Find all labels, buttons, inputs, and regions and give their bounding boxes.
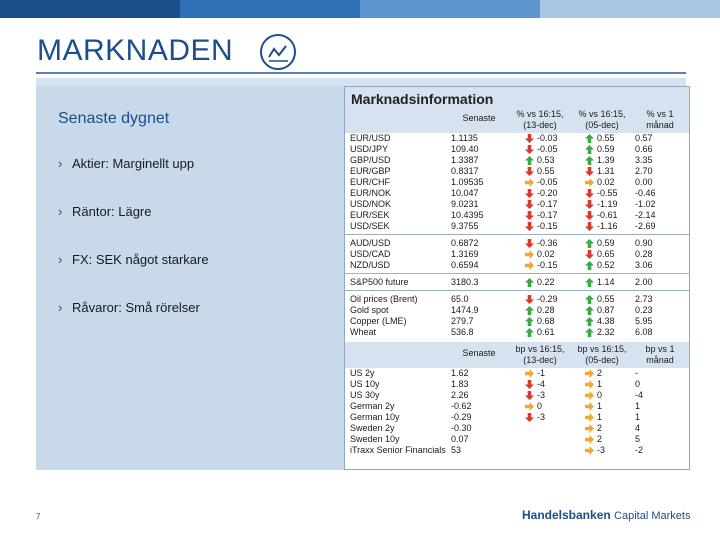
cell-a: 0.68	[537, 316, 555, 326]
cell-b: 2	[597, 368, 603, 378]
table-row	[345, 445, 689, 456]
table-row	[345, 238, 689, 249]
arrow-up-icon	[585, 278, 594, 287]
arrow-right-icon	[525, 250, 534, 259]
cell-c: 1	[635, 412, 641, 422]
cell-name: GBP/USD	[350, 155, 391, 165]
cell-c: 5.95	[635, 316, 653, 326]
table-row	[345, 294, 689, 305]
bullet-text: Råvaror: Små rörelser	[72, 300, 200, 315]
cell-c: 2.70	[635, 166, 653, 176]
cell-b: 0.87	[597, 305, 615, 315]
cell-last: -0.62	[451, 401, 472, 411]
arrow-right-icon	[585, 380, 594, 389]
cell-a: 0.28	[537, 305, 555, 315]
cell-name: Sweden 10y	[350, 434, 400, 444]
chevron-right-icon: ›	[58, 156, 63, 171]
arrow-up-icon	[525, 328, 534, 337]
cell-b: 1.39	[597, 155, 615, 165]
arrow-down-icon	[525, 222, 534, 231]
cell-b: 2.32	[597, 327, 615, 337]
cell-a: -4	[537, 379, 546, 389]
arrow-down-icon	[585, 250, 594, 259]
cell-name: USD/NOK	[350, 199, 392, 209]
top-bar-segment	[540, 0, 720, 18]
bp-last: Senaste	[462, 348, 496, 358]
cell-last: -0.30	[451, 423, 472, 433]
cell-b: 0.59	[597, 238, 615, 248]
cell-c: 1	[635, 401, 641, 411]
arrow-down-icon	[585, 211, 594, 220]
table-row	[345, 210, 689, 221]
table-row	[345, 390, 689, 401]
table-row	[345, 155, 689, 166]
cell-b: 1	[597, 379, 603, 389]
arrow-right-icon	[525, 402, 534, 411]
cell-name: Sweden 2y	[350, 423, 395, 433]
arrow-up-icon	[585, 145, 594, 154]
cell-b: 2	[597, 423, 603, 433]
cell-b: 1	[597, 401, 603, 411]
cell-a: -0.20	[537, 188, 558, 198]
cell-c: -0.46	[635, 188, 656, 198]
cell-c: 0.28	[635, 249, 653, 259]
arrow-right-icon	[585, 424, 594, 433]
slide-title: MARKNADEN	[37, 34, 234, 67]
table-row	[345, 434, 689, 445]
arrow-down-icon	[525, 145, 534, 154]
cell-last: 2.26	[451, 390, 469, 400]
table-row	[345, 327, 689, 338]
arrow-down-icon	[585, 222, 594, 231]
arrow-up-icon	[525, 156, 534, 165]
top-bar-segment	[0, 0, 180, 18]
cell-last: 1.3169	[451, 249, 479, 259]
arrow-right-icon	[585, 369, 594, 378]
bullet-item	[58, 156, 338, 204]
arrow-down-icon	[585, 200, 594, 209]
table-row	[345, 249, 689, 260]
cell-b: -0.55	[597, 188, 618, 198]
cell-b: 4.38	[597, 316, 615, 326]
arrow-up-icon	[585, 156, 594, 165]
cell-name: AUD/USD	[350, 238, 391, 248]
cell-name: US 2y	[350, 368, 375, 378]
cell-last: 1.62	[451, 368, 469, 378]
cell-name: EUR/SEK	[350, 210, 390, 220]
arrow-down-icon	[525, 189, 534, 198]
table-row	[345, 177, 689, 188]
cell-b: -1.16	[597, 221, 618, 231]
chevron-right-icon: ›	[58, 252, 63, 267]
cell-last: 10.4395	[451, 210, 484, 220]
chevron-right-icon: ›	[58, 300, 63, 315]
cell-last: 10.047	[451, 188, 479, 198]
arrow-down-icon	[525, 413, 534, 422]
cell-a: 0.53	[537, 155, 555, 165]
arrow-down-icon	[525, 134, 534, 143]
bullet-text: Räntor: Lägre	[72, 204, 152, 219]
cell-c: 0.23	[635, 305, 653, 315]
cell-c: 0.00	[635, 177, 653, 187]
rates-header	[345, 342, 689, 368]
market-info-title: Marknadsinformation	[351, 91, 494, 107]
cell-c: -2.14	[635, 210, 656, 220]
cell-name: iTraxx Senior Financials	[350, 445, 446, 455]
cell-last: 9.0231	[451, 199, 479, 209]
page-number: 7	[36, 512, 41, 521]
arrow-up-icon	[525, 306, 534, 315]
bullet-text: FX: SEK något starkare	[72, 252, 209, 267]
cell-b: 2	[597, 434, 603, 444]
cell-c: -4	[635, 390, 644, 400]
cell-last: 1.83	[451, 379, 469, 389]
table-row	[345, 412, 689, 423]
cell-last: 536.8	[451, 327, 474, 337]
arrow-right-icon	[585, 402, 594, 411]
cell-c: 3.35	[635, 155, 653, 165]
section-divider	[345, 273, 689, 274]
cell-b: 0.52	[597, 260, 615, 270]
arrow-down-icon	[525, 211, 534, 220]
arrow-right-icon	[585, 446, 594, 455]
cell-a: 0.02	[537, 249, 555, 259]
table-row	[345, 144, 689, 155]
bullet-text: Aktier: Marginellt upp	[72, 156, 195, 171]
bullet-item	[58, 204, 338, 252]
cell-c: 4	[635, 423, 641, 433]
bullet-list	[58, 156, 338, 348]
cell-a: -3	[537, 412, 546, 422]
table-row	[345, 133, 689, 144]
table-row	[345, 423, 689, 434]
cell-last: 0.6872	[451, 238, 479, 248]
cell-a: -0.36	[537, 238, 558, 248]
bullet-item	[58, 252, 338, 300]
table-row	[345, 260, 689, 271]
cell-last: 279.7	[451, 316, 474, 326]
cell-name: Gold spot	[350, 305, 389, 315]
cell-c: -2.69	[635, 221, 656, 231]
arrow-right-icon	[525, 369, 534, 378]
cell-name: Copper (LME)	[350, 316, 407, 326]
arrow-right-icon	[585, 178, 594, 187]
arrow-down-icon	[585, 167, 594, 176]
bp-col-b: bp vs 16:15, (05-dec)	[577, 344, 627, 365]
cell-name: EUR/USD	[350, 133, 391, 143]
cell-name: German 2y	[350, 401, 395, 411]
arrow-up-icon	[585, 328, 594, 337]
cell-c: -1.02	[635, 199, 656, 209]
brand-logo	[522, 508, 690, 522]
arrow-down-icon	[525, 167, 534, 176]
cell-c: 0.90	[635, 238, 653, 248]
arrow-up-icon	[585, 306, 594, 315]
cell-name: USD/CAD	[350, 249, 391, 259]
cell-name: Wheat	[350, 327, 377, 337]
table-row	[345, 305, 689, 316]
cell-last: 0.07	[451, 434, 469, 444]
cell-a: -0.15	[537, 221, 558, 231]
cell-c: -2	[635, 445, 644, 455]
cell-b: 0.55	[597, 133, 615, 143]
title-band	[36, 78, 686, 86]
cell-last: 0.6594	[451, 260, 479, 270]
cell-b: 0.59	[597, 144, 615, 154]
col-header-last: Senaste	[462, 113, 496, 123]
cell-last: 0.8317	[451, 166, 479, 176]
table-row	[345, 401, 689, 412]
chevron-right-icon: ›	[58, 204, 63, 219]
cell-c: 0.66	[635, 144, 653, 154]
cell-last: 65.0	[451, 294, 469, 304]
arrow-up-icon	[525, 317, 534, 326]
table-row	[345, 379, 689, 390]
cell-b: 1.14	[597, 277, 615, 287]
arrow-down-icon	[525, 391, 534, 400]
chart-trend-icon	[258, 32, 298, 72]
cell-last: 53	[451, 445, 462, 455]
cell-last: 9.3755	[451, 221, 479, 231]
left-heading: Senaste dygnet	[58, 110, 170, 127]
cell-last: 1474.9	[451, 305, 479, 315]
cell-c: 2.73	[635, 294, 653, 304]
brand-name: Handelsbanken	[522, 508, 611, 522]
cell-last: -0.29	[451, 412, 472, 422]
arrow-up-icon	[585, 261, 594, 270]
cell-name: S&P500 future	[350, 277, 409, 287]
arrow-right-icon	[525, 178, 534, 187]
cell-b: 1	[597, 412, 603, 422]
cell-c: 5	[635, 434, 641, 444]
table-row	[345, 166, 689, 177]
arrow-down-icon	[525, 200, 534, 209]
cell-last: 1.3387	[451, 155, 479, 165]
table-row	[345, 221, 689, 232]
cell-a: -0.15	[537, 260, 558, 270]
cell-a: -0.17	[537, 210, 558, 220]
bp-col-a: bp vs 16:15, (13-dec)	[515, 344, 565, 365]
table-row	[345, 277, 689, 288]
arrow-up-icon	[585, 239, 594, 248]
arrow-down-icon	[525, 239, 534, 248]
col-header-c: % vs 1 månad	[646, 109, 674, 130]
arrow-right-icon	[525, 261, 534, 270]
bp-col-c: bp vs 1 månad	[645, 344, 675, 365]
col-header-a: % vs 16:15, (13-dec)	[516, 109, 564, 130]
arrow-up-icon	[525, 278, 534, 287]
cell-last: 109.40	[451, 144, 479, 154]
top-color-bar	[0, 0, 720, 18]
cell-name: EUR/CHF	[350, 177, 390, 187]
cell-a: -1	[537, 368, 546, 378]
title-rule	[36, 72, 686, 74]
cell-name: US 10y	[350, 379, 380, 389]
section-divider	[345, 234, 689, 235]
cell-name: NZD/USD	[350, 260, 390, 270]
cell-c: 0	[635, 379, 641, 389]
cell-a: -0.29	[537, 294, 558, 304]
cell-b: -1.19	[597, 199, 618, 209]
cell-a: -3	[537, 390, 546, 400]
col-header-b: % vs 16:15, (05-dec)	[578, 109, 626, 130]
cell-a: -0.17	[537, 199, 558, 209]
bullet-item	[58, 300, 338, 348]
market-info-table	[344, 86, 690, 470]
cell-b: -0.61	[597, 210, 618, 220]
cell-b: 0.65	[597, 249, 615, 259]
arrow-down-icon	[525, 380, 534, 389]
cell-name: US 30y	[350, 390, 380, 400]
arrow-down-icon	[585, 189, 594, 198]
cell-name: German 10y	[350, 412, 400, 422]
section-divider	[345, 290, 689, 291]
cell-a: 0	[537, 401, 543, 411]
cell-name: Oil prices (Brent)	[350, 294, 418, 304]
cell-last: 3180.3	[451, 277, 479, 287]
cell-b: -3	[597, 445, 606, 455]
cell-c: 2.00	[635, 277, 653, 287]
cell-a: 0.55	[537, 166, 555, 176]
cell-a: -0.05	[537, 144, 558, 154]
arrow-right-icon	[585, 391, 594, 400]
cell-name: USD/JPY	[350, 144, 389, 154]
table-row	[345, 316, 689, 327]
cell-b: 1.31	[597, 166, 615, 176]
arrow-right-icon	[585, 413, 594, 422]
table-row	[345, 199, 689, 210]
cell-a: -0.03	[537, 133, 558, 143]
cell-a: 0.22	[537, 277, 555, 287]
cell-b: 0.02	[597, 177, 615, 187]
top-bar-segment	[180, 0, 360, 18]
table-row	[345, 368, 689, 379]
brand-suffix: Capital Markets	[614, 510, 691, 522]
cell-last: 1.09535	[451, 177, 484, 187]
cell-c: 0.57	[635, 133, 653, 143]
cell-name: USD/SEK	[350, 221, 390, 231]
arrow-down-icon	[525, 295, 534, 304]
arrow-up-icon	[585, 134, 594, 143]
cell-name: EUR/NOK	[350, 188, 392, 198]
cell-c: -	[635, 368, 638, 378]
arrow-up-icon	[585, 317, 594, 326]
cell-a: 0.61	[537, 327, 555, 337]
cell-b: 0.55	[597, 294, 615, 304]
cell-c: 6.08	[635, 327, 653, 337]
cell-a: -0.05	[537, 177, 558, 187]
table-row	[345, 188, 689, 199]
cell-b: 0	[597, 390, 603, 400]
top-bar-segment	[360, 0, 540, 18]
arrow-right-icon	[585, 435, 594, 444]
market-info-header	[345, 87, 689, 133]
arrow-up-icon	[585, 295, 594, 304]
cell-name: EUR/GBP	[350, 166, 391, 176]
cell-last: 1.1135	[451, 133, 478, 143]
cell-c: 3.06	[635, 260, 653, 270]
